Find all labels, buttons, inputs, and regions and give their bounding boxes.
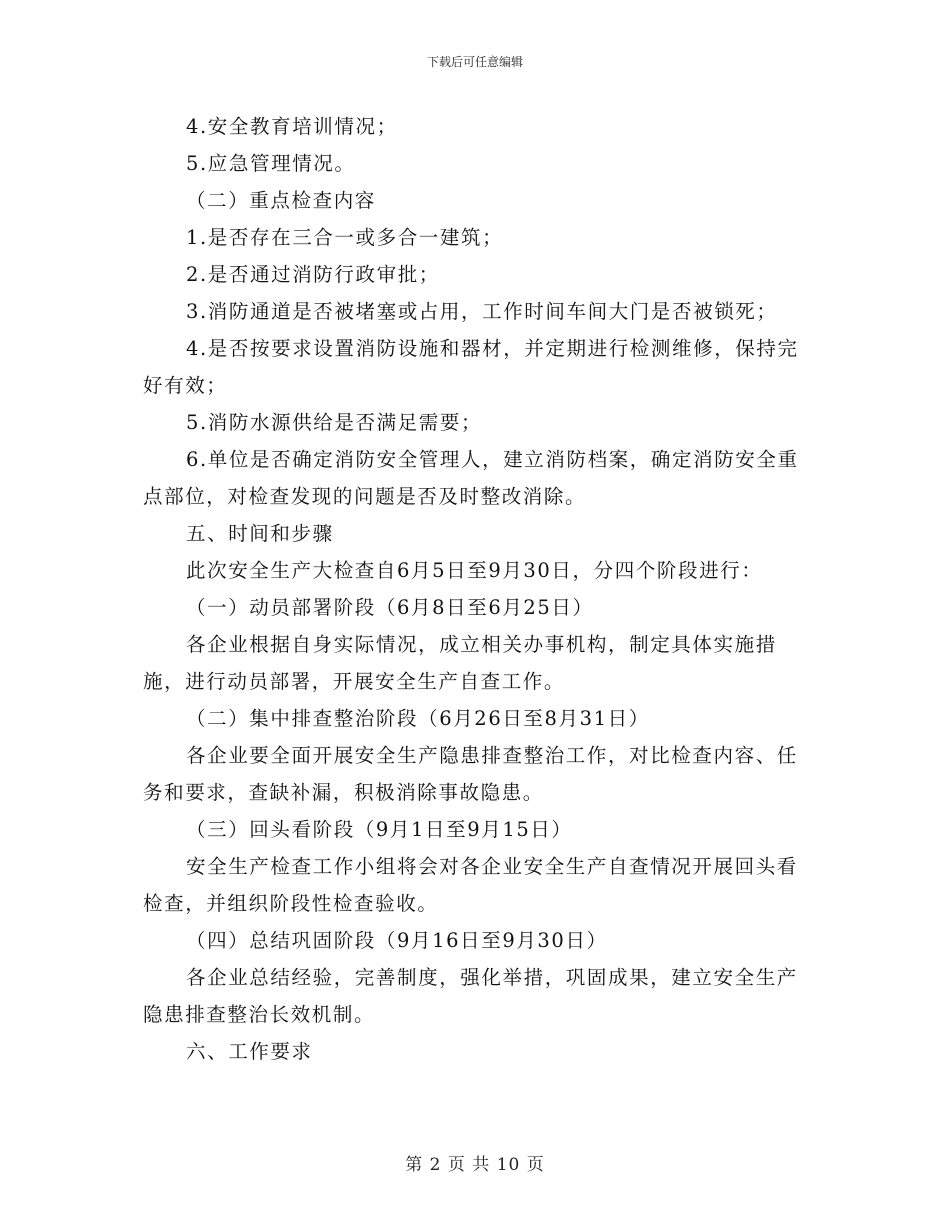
section-heading: （二）重点检查内容 [186, 189, 376, 212]
paragraph: 各企业根据自身实际情况，成立相关办事机构，制定具体实施措施，进行动员部署，开展安全生产自查工作。 [143, 633, 777, 693]
section-heading: （三）回头看阶段（9月1日至9月15日） [186, 818, 573, 841]
paragraph: 安全生产检查工作小组将会对各企业安全生产自查情况开展回头看检查，并组织阶段性检查验收。 [143, 855, 798, 915]
section-heading: 五、时间和步骤 [186, 522, 334, 545]
paragraph: 各企业总结经验，完善制度，强化举措，巩固成果，建立安全生产隐患排查整治长效机制。 [143, 966, 798, 1026]
section-heading: 六、工作要求 [186, 1040, 313, 1063]
section-heading: （一）动员部署阶段（6月8日至6月25日） [186, 596, 594, 619]
paragraph: 1.是否存在三合一或多合一建筑； [186, 226, 504, 249]
document-body [143, 108, 803, 1070]
paragraph: 3.消防通道是否被堵塞或占用，工作时间车间大门是否被锁死； [186, 300, 778, 323]
paragraph: 5.应急管理情况。 [186, 152, 356, 175]
paragraph: 4.安全教育培训情况； [186, 115, 398, 138]
paragraph: 此次安全生产大检查自6月5日至9月30日，分四个阶段进行： [186, 559, 763, 582]
paragraph: 2.是否通过消防行政审批； [186, 263, 440, 286]
header-note: 下载后可任意编辑 [426, 55, 523, 69]
paragraph: 各企业要全面开展安全生产隐患排查整治工作，对比检查内容、任务和要求，查缺补漏，积极消除事故隐患。 [143, 744, 798, 804]
paragraph: 4.是否按要求设置消防设施和器材，并定期进行检测维修，保持完好有效； [143, 337, 799, 397]
page-footer: 第 2 页 共 10 页 [405, 1155, 545, 1175]
paragraph: 6.单位是否确定消防安全管理人，建立消防档案，确定消防安全重点部位，对检查发现的问题是否及时整改消除。 [143, 448, 799, 508]
paragraph: 5.消防水源供给是否满足需要； [186, 411, 483, 434]
section-heading: （二）集中排查整治阶段（6月26日至8月31日） [186, 707, 650, 730]
section-heading: （四）总结巩固阶段（9月16日至9月30日） [186, 929, 608, 952]
